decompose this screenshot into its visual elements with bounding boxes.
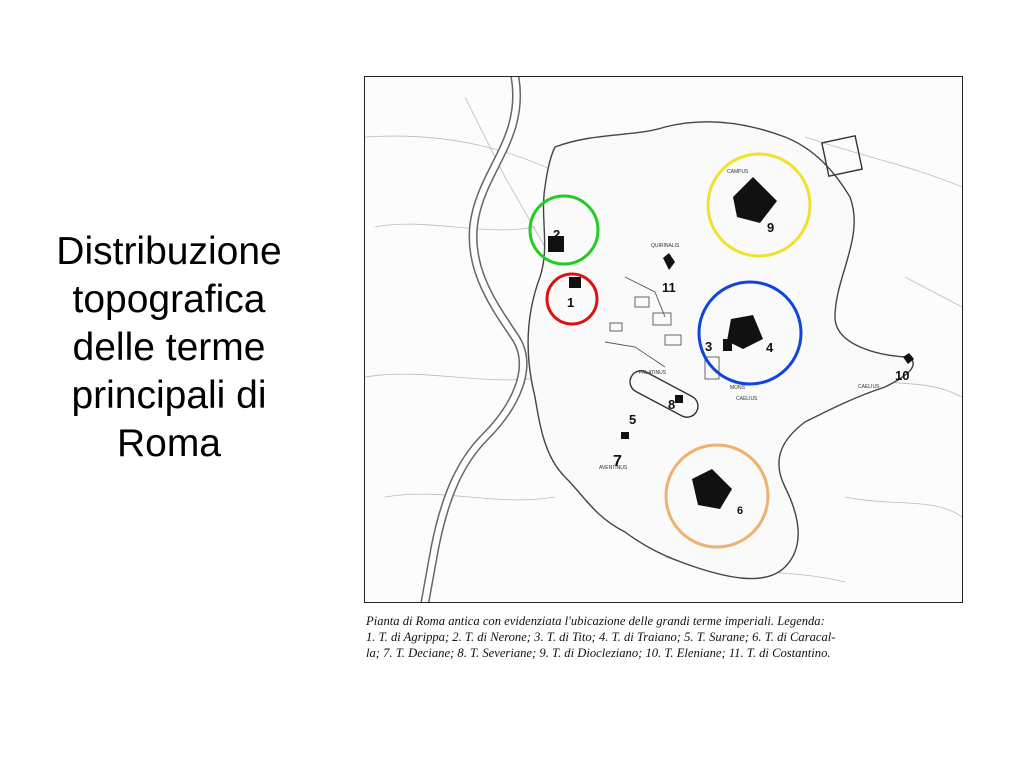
bath-number-11: 11 [662,280,676,295]
bath-1-building [569,277,581,288]
bath-number-2: 2 [553,227,561,242]
bath-8-building [675,395,683,403]
map-caption [366,613,966,661]
caption-line-2: 1. T. di Agrippa; 2. T. di Nerone; 3. T. di Tito; 4. T. di Traiano; 5. T. Surane; 6. T. di Caracal- [366,630,836,644]
bath-number-10: 10 [895,368,910,383]
rome-map [364,76,963,603]
title-line-5: Roma [116,422,222,465]
label-quirinalis: QUIRINALIS [651,243,680,249]
title-line-3: delle terme [72,326,266,369]
title-line-4: principali di [71,374,267,417]
label-mons: MONS [730,385,745,391]
bath-number-9: 9 [767,220,775,235]
label-campus: CAMPUS [727,169,749,175]
title-line-1: Distribuzione [56,230,282,273]
map-drawing [365,77,962,602]
caption-line-3: la; 7. T. Deciane; 8. T. Severiane; 9. T. di Diocleziano; 10. T. Eleniane; 11. T. di Costantino. [366,646,831,660]
bath-5-building [621,432,629,439]
label-caelius-east: CAELIUS [858,384,880,390]
bath-number-4: 4 [766,340,774,355]
bath-number-3: 3 [705,339,713,354]
bath-number-6: 6 [737,505,744,517]
castra-praetoria [822,136,862,176]
city-wall [528,122,913,579]
label-aventinus: AVENTINUS [599,465,628,471]
slide-title [14,228,324,468]
bath-number-8: 8 [668,397,676,412]
bath-number-5: 5 [629,412,637,427]
bath-number-7: 7 [613,453,622,470]
bath-number-1: 1 [567,295,575,310]
label-caelius: CAELIUS [736,396,758,402]
title-line-2: topografica [72,278,266,321]
bath-3-building [723,339,732,351]
label-palatinus: PALATINUS [639,370,667,376]
caption-line-1: Pianta di Roma antica con evidenziata l'ubicazione delle grandi terme imperiali. Legenda: [366,614,825,628]
